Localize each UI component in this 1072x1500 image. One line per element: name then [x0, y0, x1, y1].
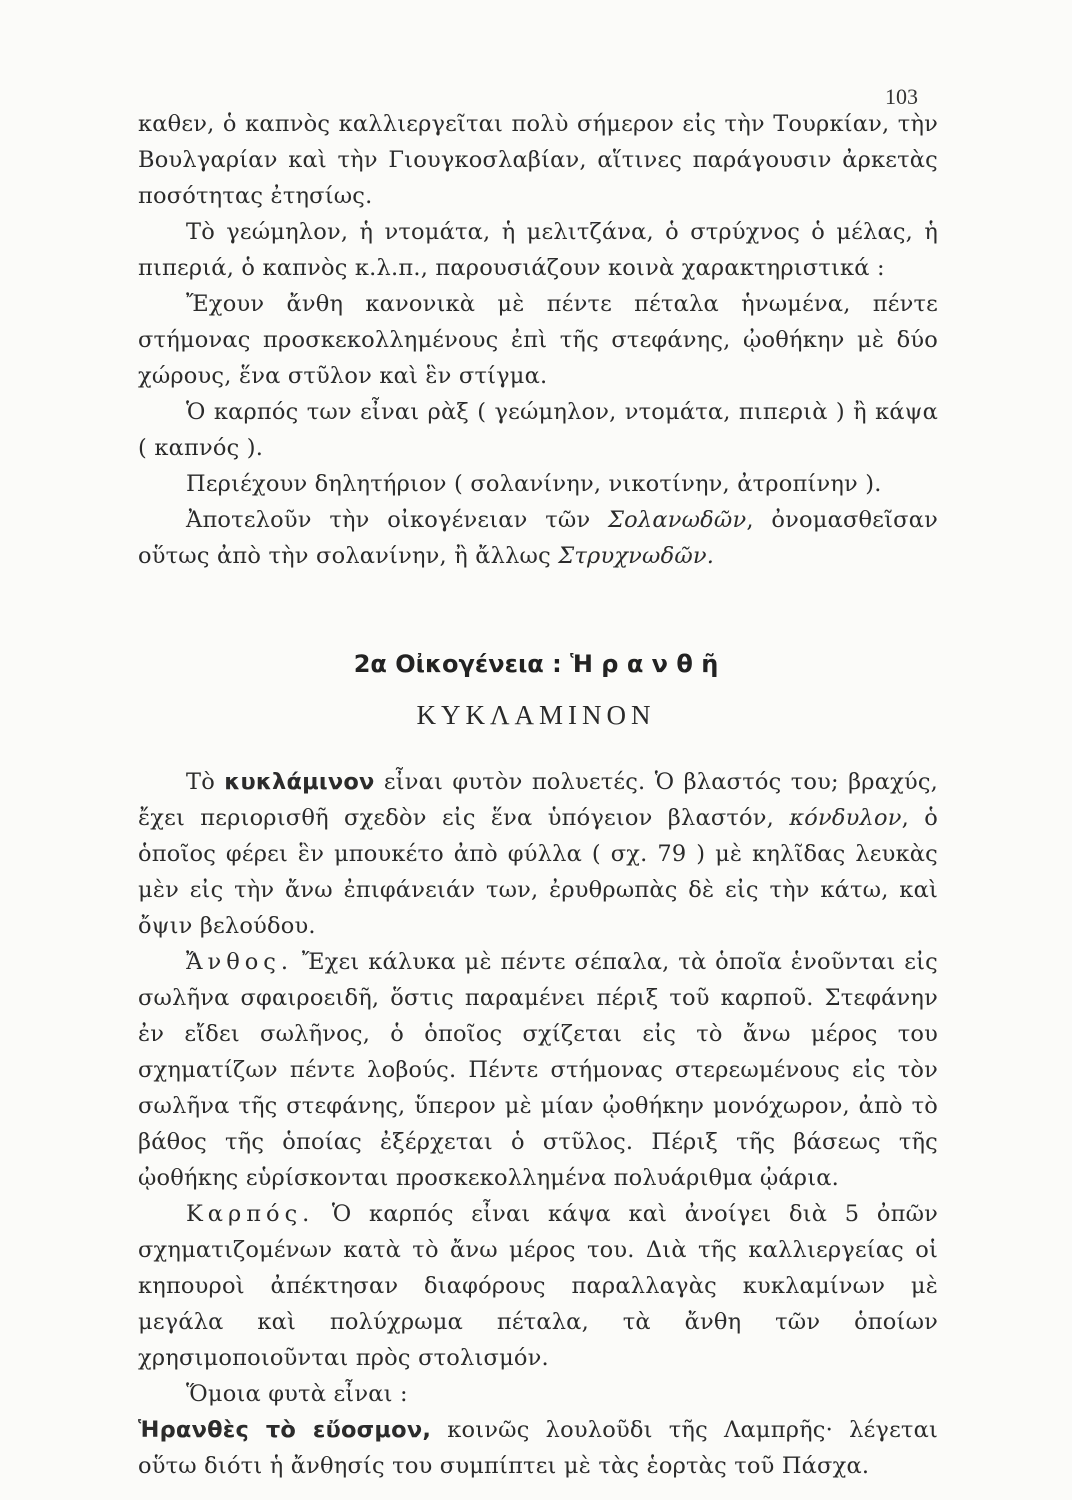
flower-text: Ἔχει κάλυκα μὲ πέντε σέπαλα, τὰ ὁποῖα ἑνοῦνται εἰς σωλῆνα σφαιροειδῆ, ὅστις παραμένει πέριξ τοῦ καρποῦ. Στεφάνην ἐν εἴδει σωλῆνος, ὁ ὁποῖος σχίζεται εἰς τὸ ἄνω μέρος του σχηματίζων πέντε λοβούς. Πέντε στήμονας στερεωμένους εἰς τὸν σωλῆνα τῆς στεφάνης, ὕπερον μὲ μίαν ᾠοθήκην μονόχωρον, ἀπὸ τὸ βάθος τῆς ὁποίας ἐξέρχεται ὁ στῦλος. Πέριξ τῆς βάσεως τῆς ᾠοθήκης εὑρίσκονται προσκεκολλημένα πολυάριθμα ᾠάρια.	[138, 949, 938, 1191]
top-text-block	[138, 106, 938, 574]
paragraph-fruit	[138, 1196, 938, 1376]
paragraph-similar-plant	[138, 1412, 938, 1484]
family-name-strychnaceae: Στρυχνωδῶν.	[558, 543, 715, 569]
paragraph-common-features: Τὸ γεώμηλον, ἡ ντομάτα, ἡ μελιτζάνα, ὁ στρύχνος ὁ μέλας, ἡ πιπεριά, ὁ καπνὸς κ.λ.π., παρουσιάζουν κοινὰ χαρακτηριστικά :	[138, 219, 938, 281]
paragraph-fruit-type: Ὁ καρπός των εἶναι ρὰξ ( γεώμηλον, ντομάτα, πιπεριὰ ) ἢ κάψα ( καπνός ).	[138, 399, 938, 461]
paragraph-cyclamen-intro	[138, 764, 938, 944]
flower-label: Ἄνθος.	[186, 949, 294, 975]
paragraph-similar-intro: Ὅμοια φυτὰ εἶναι :	[186, 1381, 408, 1407]
page-number: 103	[885, 84, 918, 109]
similar-plant-text: κοινῶς λουλοῦδι τῆς Λαμπρῆς· λέγεται οὕτω διότι ἡ ἄνθησίς του συμπίπτει μὲ τὰς ἑορτὰς τοῦ Πάσχα.	[138, 1417, 938, 1479]
family-text-pre: Ἀποτελοῦν τὴν οἰκογένειαν τῶν	[186, 507, 609, 533]
paragraph-flower	[138, 944, 938, 1196]
paragraph-flower-features: Ἔχουν ἄνθη κανονικὰ μὲ πέντε πέταλα ἡνωμένα, πέντε στήμονας προσκεκολλημένους ἐπὶ τῆς στεφάνης, ᾠοθήκην μὲ δύο χώρους, ἕνα στῦλον καὶ ἓν στίγμα.	[138, 291, 938, 389]
fruit-label: Καρπός.	[186, 1201, 315, 1227]
family-text-mid: , ὀνομασθεῖσαν οὕτως ἀπὸ τὴν σολανίνην, ἢ ἄλλως	[138, 507, 938, 569]
cyclamen-term: κυκλάμινον	[224, 769, 375, 795]
paragraph-poisons: Περιέχουν δηλητήριον ( σολανίνην, νικοτίνην, ἀτροπίνην ).	[186, 471, 882, 497]
cyclamen-text-block	[138, 764, 938, 1484]
similar-plant-name: Ἡρανθὲς τὸ εὔοσμον,	[138, 1417, 432, 1443]
cyclamen-post: , ὁ ὁποῖος φέρει ἓν μπουκέτο ἀπὸ φύλλα ( σχ. 79 ) μὲ κηλῖδας λευκὰς μὲν εἰς τὴν ἄνω ἐπιφάνειάν των, ἐρυθρωπὰς δὲ εἰς τὴν κάτω, καὶ ὄψιν βελούδου.	[138, 805, 939, 939]
section-heading: 2α Οἰκογένεια : Ἡ ρ α ν θ ῆ	[353, 650, 719, 678]
fruit-text: Ὁ καρπός εἶναι κάψα καὶ ἀνοίγει διὰ 5 ὀπῶν σχηματιζομένων κατὰ τὸ ἄνω μέρος του. Διὰ τῆς καλλιεργείας οἱ κηπουροὶ ἀπέκτησαν διαφόρους παραλλαγὰς κυκλαμίνων μὲ μεγάλα καὶ πολύχρωμα πέταλα, τὰ ἄνθη τῶν ὁποίων χρησιμοποιοῦνται πρὸς στολισμόν.	[138, 1201, 938, 1371]
paragraph-family-name	[138, 502, 938, 574]
family-name-solanaceae: Σολανωδῶν	[608, 507, 747, 533]
paragraph-tobacco-cultivation: καθεν, ὁ καπνὸς καλλιεργεῖται πολὺ σήμερον εἰς τὴν Τουρκίαν, τὴν Βουλγαρίαν καὶ τὴν Γιουγκοσλαβίαν, αἵτινες παράγουσιν ἀρκετὰς ποσότητας ἐτησίως.	[138, 111, 938, 209]
section-subheading: ΚΥΚΛΑΜΙΝΟΝ	[416, 700, 656, 730]
cyclamen-mid: εἶναι φυτὸν πολυετές. Ὁ βλαστός του; βραχύς, ἔχει περιορισθῆ σχεδὸν εἰς ἕνα ὑπόγειον βλαστόν,	[138, 769, 938, 831]
tuber-term: κόνδυλον	[789, 805, 902, 831]
cyclamen-pre: Τὸ	[186, 769, 225, 795]
